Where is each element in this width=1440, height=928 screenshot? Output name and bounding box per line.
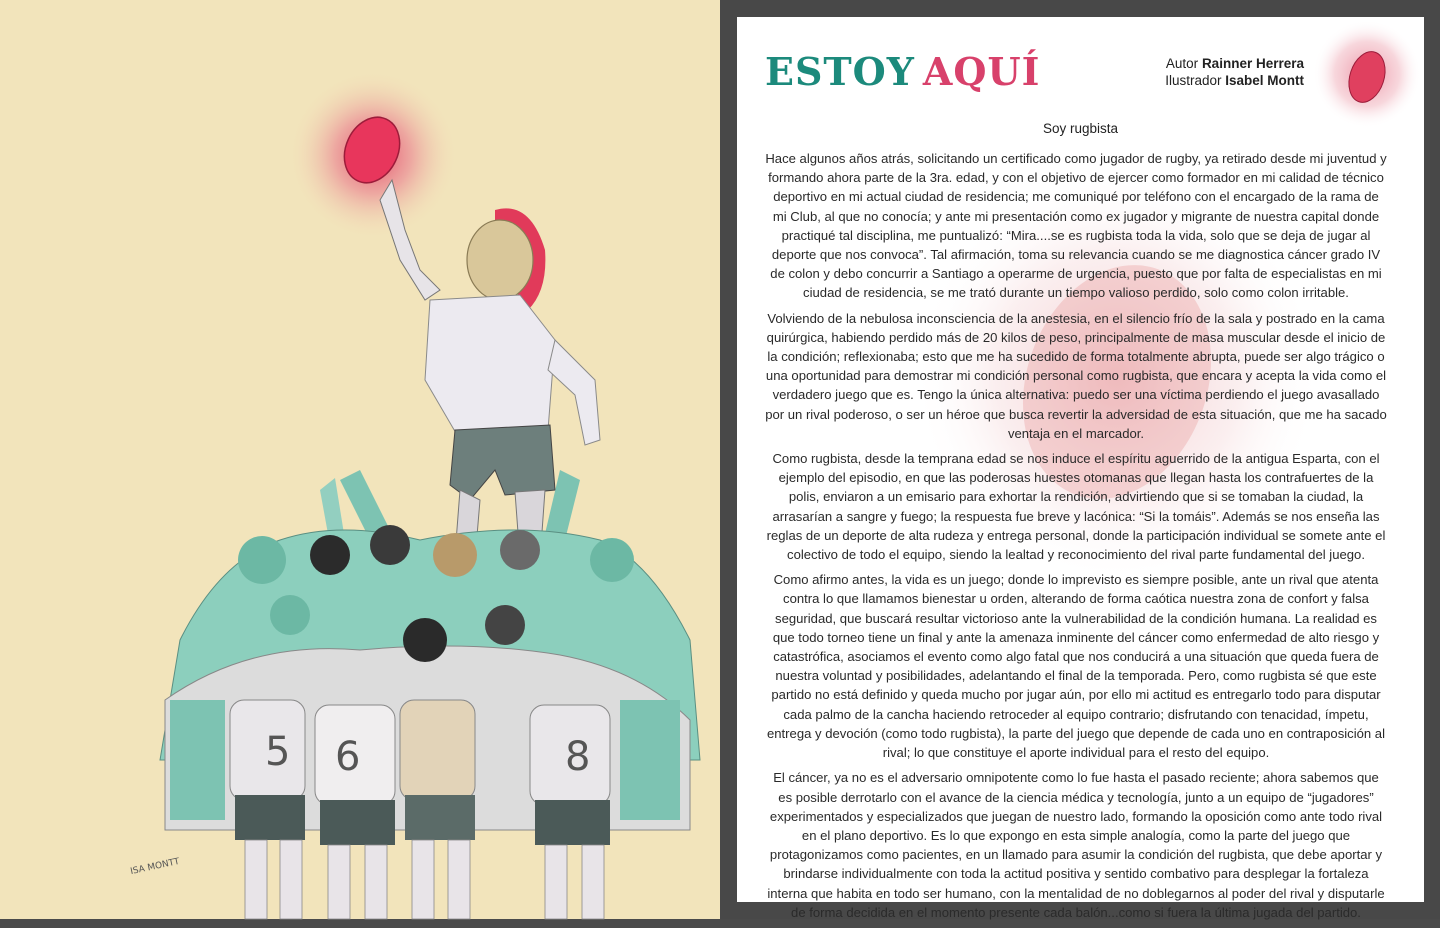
author-name: Rainner Herrera [1201, 56, 1304, 71]
illustrator-signature: ISA MONTT [129, 856, 181, 878]
illustrator-credit [1165, 72, 1304, 89]
jersey-number: 8 [565, 734, 591, 780]
jumper-torso [425, 295, 555, 440]
jersey-number: 6 [335, 734, 361, 780]
author-label: Autor [1165, 56, 1199, 71]
illustrator-name: Isabel Montt [1225, 73, 1304, 88]
article-subtitle: Soy rugbista [1042, 121, 1119, 136]
illustration-page [0, 0, 720, 919]
illustrator-label: Ilustrador [1165, 73, 1222, 88]
paragraph: Como rugbista, desde la temprana edad se nos induce el espíritu aguerrido de la antigua Esparta, con el ejemplo del episodio, en que las poderosas huestes otomanas que llegan hasta los contrafuertes de la polis, enviaron a un emisario para exhortar la rendición, advirtiendo que si se tomaban la ciudad, la arrasarían a sangre y fuego; la respuesta fue breve y lacónica: “Si la tomáis”. Además se nos enseña las reglas de un deporte de alta rudeza y entrega personal, donde la participación individual se somete ante el colectivo de todo el equipo, siendo la lealtad y reconocimiento del rival parte fundamental del juego. [766, 451, 1386, 563]
paragraph: El cáncer, ya no es el adversario omnipotente como lo fue hasta el pasado reciente; ahora sabemos que es posible derrotarlo con el avance de la ciencia médica y tecnología, junto a un equipo de “jugadores” experimentados y especializados que juegan de nuestro lado, formando la oposición como ante todo rival en el plano deportivo. Es lo que expongo en esta simple analogía, como la parte del juego que protagonizamos como pacientes, en un llamado para asumir la condición del rugbista, que debe aportar y brindarse individualmente con toda la actitud positiva y sentido combativo para desplegar la fortaleza interna que habita en todo ser humano, con la mentalidad de no doblegarnos al poder del rival y disputarle de forma decidida en el momento presente cada balón...como si fuera la última jugada del partido. [767, 770, 1385, 920]
article-title [765, 49, 1040, 94]
title-part-estoy: ESTOY [765, 49, 915, 94]
article-page [737, 17, 1424, 920]
paragraph: Hace algunos años atrás, solicitando un certificado como jugador de rugby, ya retirado desde mi juventud y formando ahora parte de la 3ra. edad, y con el objetivo de ejercer como formador en mi calidad de técnico deportivo en mi actual ciudad de residencia; me comuniqué por teléfono con el encargado de la rama de mi Club, al que no conocía; y ante mi presentación como ex jugador y migrante de nuestra capital donde practiqué tal disciplina, me puntualizó: “Mira....se es rugbista toda la vida, solo que se deja de jugar al deporte que nos convoca”. Tal afirmación, toma su relevancia cuando se me diagnostica cáncer grado IV de colon y debo concurrir a Santiago a operarme de urgencia, puesto que por falta de especialistas en mi ciudad de residencia, se me trató durante un tiempo valioso perdido, solo como colon irritable. [765, 151, 1387, 301]
jumper-shorts [450, 425, 555, 500]
corner-rugby-ball-icon [1312, 19, 1422, 129]
helmet [467, 220, 533, 300]
title-part-aqui: AQUÍ [922, 49, 1041, 94]
paragraph: Volviendo de la nebulosa inconsciencia de la anestesia, en el silencio frío de la sala y postrado en la cama quirúrgica, habiendo perdido más de 20 kilos de peso, principalmente de masa muscular desde el inicio de la condición; reflexionaba; esto que me ha sucedido de forma totalmente abrupta, puede ser algo trágico o una oportunidad para demostrar mi condición personal como rugbista, que encara y acepta la vida como el verdadero juego que es. Tengo la única alternativa: puedo ser una víctima perdiendo el juego avasallado por un rival poderoso, o ser un héroe que busca revertir la adversidad de esta situación, que me ha sacado ventaja en el marcador. [765, 310, 1387, 441]
rugby-lineout-illustration [0, 0, 720, 919]
paragraph: Como afirmo antes, la vida es un juego; donde lo imprevisto es siempre posible, ante un rival que atenta contra lo que llamamos bienestar u orden, alterando de forma caótica nuestra zona de confort y falsa seguridad, que buscará resultar victorioso ante la vulnerabilidad de la condición humana. La realidad es que todo torneo tiene un final y ante la amenaza inminente del cáncer como enfermedad de alto riesgo y catastrófica, asociamos el evento como algo fatal que nos conducirá a una situación que queda fuera de nuestra voluntad y posibilidades, adelantando el final de la temporada. Pero, como rugbista sé que este partido no está definido y queda mucho por jugar aún, por ello mi actitud es entregarlo todo para disputar cada palmo de la cancha haciendo retroceder al equipo contrario; disfrutando con tenacidad, ímpetu, entrega y devoción (como todo rugbista), la parte del juego que depende de cada uno en contraposición al rival; lo que constituye el aporte individual para el resto del equipo. [766, 572, 1385, 761]
author-credit [1165, 55, 1304, 72]
article-body [765, 149, 1387, 928]
credits [1165, 55, 1304, 89]
jersey-number: 5 [265, 729, 291, 775]
